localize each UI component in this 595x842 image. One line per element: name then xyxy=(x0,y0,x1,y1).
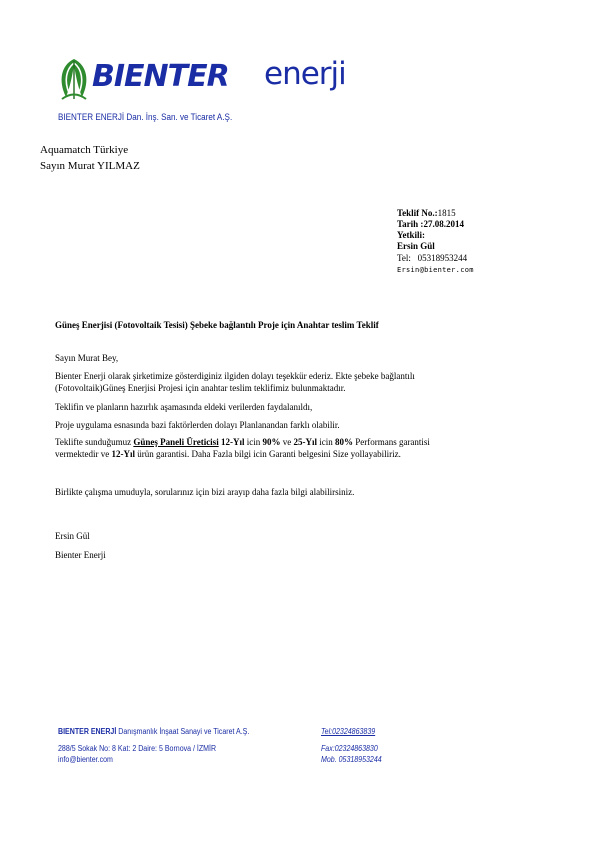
authorized-label: Yetkili: xyxy=(397,230,425,240)
company-header: BIENTER ENERJİ Dan. İnş. San. ve Ticaret A.Ş. xyxy=(58,112,233,122)
footer-company-name: BIENTER ENERJİ xyxy=(58,727,117,736)
greeting: Sayın Murat Bey, xyxy=(55,353,119,363)
subject-line: Güneş Enerjisi (Fotovoltaik Tesisi) Şebeke bağlantılı Proje için Anahtar teslim Teklif xyxy=(55,320,379,330)
signature-name: Ersin Gül xyxy=(55,531,90,541)
offer-number-value: 1815 xyxy=(437,208,456,218)
paragraph-4-line-2: vermektedir ve 12-Yıl ürün garantisi. Daha Fazla bilgi icin Garanti belgesini Size yollayabiliriz. xyxy=(55,449,401,459)
footer-fax: Fax:02324863830 xyxy=(321,744,378,753)
paragraph-1-line-1: Bienter Enerji olarak şirketimize gösterdiginiz ilgiden dolayı teşekkür ederiz. Ekte şebeke bağlantılı xyxy=(55,371,415,381)
footer-tel[interactable]: Tel:02324863839 xyxy=(321,727,376,736)
signature-company: Bienter Enerji xyxy=(55,550,106,560)
tel-value: 05318953244 xyxy=(417,253,468,263)
offer-date xyxy=(397,219,464,230)
leaf-icon xyxy=(56,57,92,101)
footer-company: BIENTER ENERJİ Danışmanlık İnşaat Sanayi ve Ticaret A.Ş. xyxy=(58,727,250,736)
paragraph-2: Teklifin ve planların hazırlık aşamasında eldeki verilerden faydalanıldı, xyxy=(55,402,313,412)
company-logo xyxy=(56,56,346,110)
logo-suffix: enerji xyxy=(264,56,346,92)
tel-label: Tel: xyxy=(397,253,411,263)
paragraph-3: Proje uygulama esnasında bazi faktörlerden dolayı Planlanandan farklı olabilir. xyxy=(55,420,340,430)
panel-manufacturer: Güneş Paneli Üreticisi xyxy=(133,437,219,447)
paragraph-1-line-2: (Fotovoltaik)Güneş Enerjisi Projesi için anahtar teslim teklifimiz bulunmaktadır. xyxy=(55,383,346,393)
recipient-name: Sayın Murat YILMAZ xyxy=(40,160,140,172)
paragraph-4-line-1: Teklifte sunduğumuz Güneş Paneli Üreticisi 12-Yıl icin 90% ve 25-Yıl icin 80% Performans garantisi xyxy=(55,437,430,447)
authorized-name: Ersin Gül xyxy=(397,241,435,251)
logo-name: BIENTER xyxy=(92,59,229,94)
authorized-email: Ersin@bienter.com xyxy=(397,266,474,274)
authorized-tel xyxy=(397,253,467,264)
offer-date-label: Tarih : xyxy=(397,219,424,229)
offer-number xyxy=(397,208,456,219)
footer-email[interactable]: info@bienter.com xyxy=(58,755,113,764)
footer-mobile: Mob. 05318953244 xyxy=(321,755,382,764)
offer-date-value: 27.08.2014 xyxy=(423,219,464,229)
footer-address: 288/5 Sokak No: 8 Kat: 2 Daire: 5 Bornova / İZMİR xyxy=(58,744,217,753)
offer-number-label: Teklif No.: xyxy=(397,208,438,218)
recipient-company: Aquamatch Türkiye xyxy=(40,144,129,156)
paragraph-5: Birlikte çalışma umuduyla, sorularınız için bizi arayıp daha fazla bilgi alabilirsiniz. xyxy=(55,487,355,497)
